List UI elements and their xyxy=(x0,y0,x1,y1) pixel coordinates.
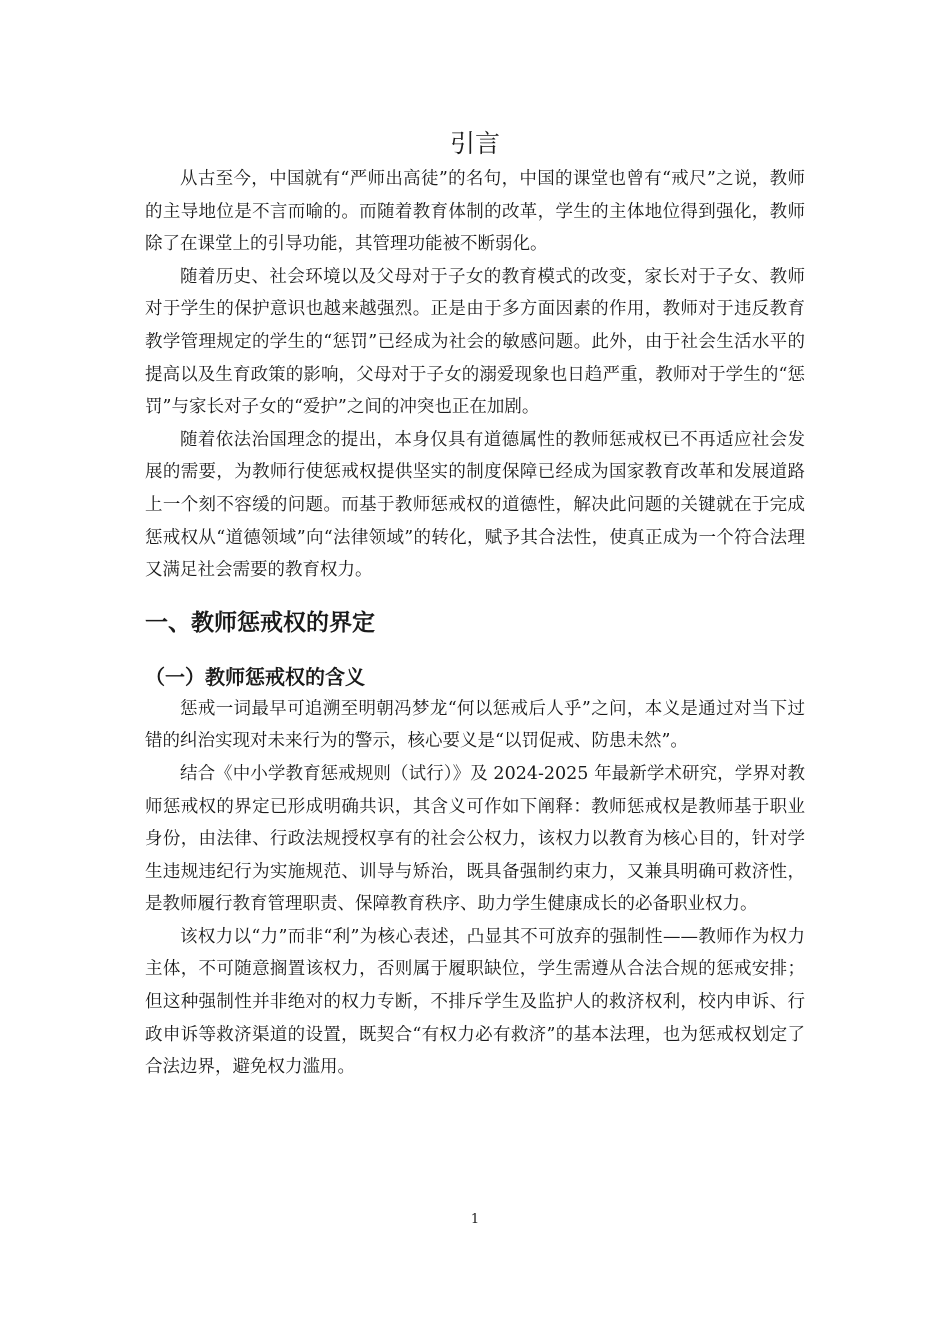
section-heading-1: 一、教师惩戒权的界定 xyxy=(145,609,375,636)
subsection-paragraph-1: 惩戒一词最早可追溯至明朝冯梦龙“何以惩戒后人乎”之问，本义是通过对当下过错的纠治实现对未来行为的警示，核心要义是“以罚促戒、防患未然”。 xyxy=(145,698,805,752)
subsection-heading-1: （一）教师惩戒权的含义 xyxy=(145,664,365,689)
subsection-paragraph-2: 结合《中小学教育惩戒规则（试行）》及 2024-2025 年最新学术研究，学界对教师惩戒权的界定已形成明确共识，其含义可作如下阐释：教师惩戒权是教师基于职业身份，由法律、行政法规授权享有的社会公权力，该权力以教育为核心目的，针对学生违规违纪行为实施规范、训导与矫治，既具备强制约束力，又兼具明确可救济性，是教师履行教育管理职责、保障教育秩序、助力学生健康成长的必备职业权力。 xyxy=(145,763,805,915)
page-number: 1 xyxy=(470,1212,480,1227)
intro-paragraph-1: 从古至今，中国就有“严师出高徒”的名句，中国的课堂也曾有“戒尺”之说，教师的主导地位是不言而喻的。而随着教育体制的改革，学生的主体地位得到强化，教师除了在课堂上的引导功能，其管理功能被不断弱化。 xyxy=(145,169,805,255)
subsection-paragraph-3: 该权力以“力”而非“利”为核心表述，凸显其不可放弃的强制性——教师作为权力主体，不可随意搁置该权力，否则属于履职缺位，学生需遵从合法合规的惩戒安排；但这种强制性并非绝对的权力专断，不排斥学生及监护人的救济权利，校内申诉、行政申诉等救济渠道的设置，既契合“有权力必有救济”的基本法理，也为惩戒权划定了合法边界，避免权力滥用。 xyxy=(145,926,805,1078)
intro-paragraph-2: 随着历史、社会环境以及父母对于子女的教育模式的改变，家长对于子女、教师对于学生的保护意识也越来越强烈。正是由于多方面因素的作用，教师对于违反教育教学管理规定的学生的“惩罚”已经成为社会的敏感问题。此外，由于社会生活水平的提高以及生育政策的影响，父母对于子女的溺爱现象也日趋严重，教师对于学生的“惩罚”与家长对子女的“爱护”之间的冲突也正在加剧。 xyxy=(145,266,805,418)
intro-paragraph-3: 随着依法治国理念的提出，本身仅具有道德属性的教师惩戒权已不再适应社会发展的需要，为教师行使惩戒权提供坚实的制度保障已经成为国家教育改革和发展道路上一个刻不容缓的问题。而基于教师惩戒权的道德性，解决此问题的关键就在于完成惩戒权从“道德领域”向“法律领域”的转化，赋予其合法性，使真正成为一个符合法理又满足社会需要的教育权力。 xyxy=(145,429,805,581)
page-content xyxy=(145,125,805,1084)
page-title: 引言 xyxy=(449,129,500,158)
